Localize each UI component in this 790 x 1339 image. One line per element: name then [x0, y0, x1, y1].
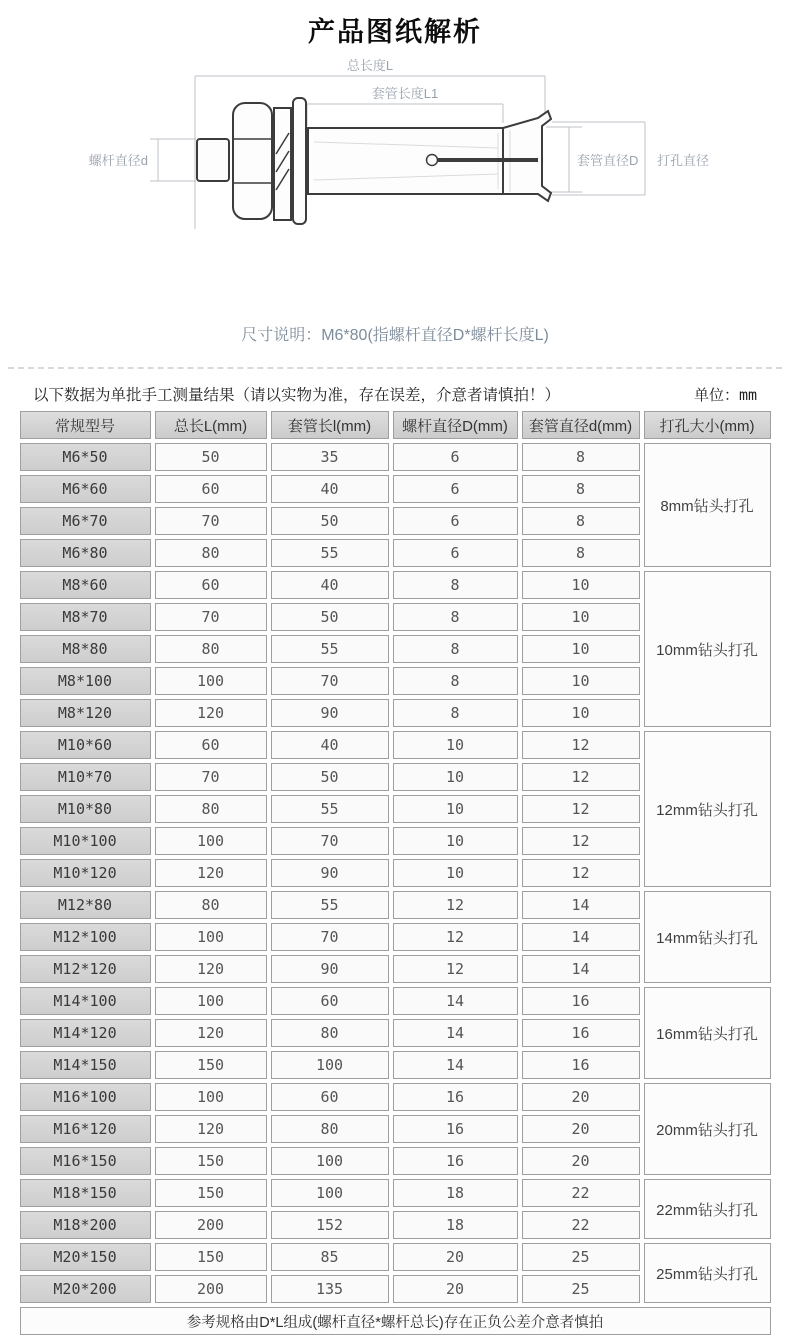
drill-size-cell: 22mm钻头打孔: [644, 1179, 771, 1239]
value-cell: 6: [393, 475, 518, 503]
value-cell: 80: [271, 1115, 389, 1143]
table-row: [20, 987, 771, 1015]
value-cell: 12: [522, 795, 640, 823]
value-cell: 10: [522, 571, 640, 599]
page-title: 产品图纸解析: [308, 17, 482, 47]
value-cell: 12: [393, 955, 518, 983]
value-cell: 10: [393, 827, 518, 855]
value-cell: 80: [155, 795, 267, 823]
value-cell: 14: [522, 923, 640, 951]
model-cell: M10*80: [20, 795, 151, 823]
column-header: 螺杆直径D(mm): [393, 411, 518, 439]
model-cell: M14*120: [20, 1019, 151, 1047]
model-cell: M6*80: [20, 539, 151, 567]
model-cell: M6*60: [20, 475, 151, 503]
value-cell: 100: [155, 827, 267, 855]
value-cell: 12: [522, 827, 640, 855]
model-cell: M8*120: [20, 699, 151, 727]
value-cell: 16: [522, 1019, 640, 1047]
model-cell: M8*100: [20, 667, 151, 695]
value-cell: 16: [393, 1083, 518, 1111]
dashed-divider: [8, 367, 782, 369]
table-row: [20, 571, 771, 599]
value-cell: 12: [393, 923, 518, 951]
value-cell: 85: [271, 1243, 389, 1271]
product-diagram: [0, 51, 790, 316]
model-cell: M6*50: [20, 443, 151, 471]
value-cell: 100: [271, 1147, 389, 1175]
value-cell: 60: [155, 571, 267, 599]
dimension-caption: 尺寸说明：M6*80(指螺杆直径D*螺杆长度L): [241, 327, 549, 344]
value-cell: 10: [393, 795, 518, 823]
value-cell: 120: [155, 955, 267, 983]
value-cell: 12: [522, 763, 640, 791]
sleeve-diameter-label: 套管直径D: [577, 153, 639, 168]
model-cell: M10*120: [20, 859, 151, 887]
value-cell: 20: [393, 1243, 518, 1271]
value-cell: 90: [271, 955, 389, 983]
value-cell: 152: [271, 1211, 389, 1239]
sleeve-length-label: 套管长度L1: [371, 86, 439, 101]
model-cell: M12*120: [20, 955, 151, 983]
model-cell: M8*60: [20, 571, 151, 599]
value-cell: 150: [155, 1243, 267, 1271]
value-cell: 12: [522, 859, 640, 887]
value-cell: 200: [155, 1275, 267, 1303]
value-cell: 8: [393, 667, 518, 695]
model-cell: M14*150: [20, 1051, 151, 1079]
value-cell: 8: [522, 539, 640, 567]
value-cell: 22: [522, 1179, 640, 1207]
header-row: [20, 411, 771, 439]
value-cell: 25: [522, 1243, 640, 1271]
value-cell: 16: [522, 987, 640, 1015]
table-row: [20, 891, 771, 919]
drill-size-cell: 8mm钻头打孔: [644, 443, 771, 567]
model-cell: M16*150: [20, 1147, 151, 1175]
value-cell: 55: [271, 891, 389, 919]
value-cell: 8: [522, 507, 640, 535]
spec-table-body: [20, 443, 771, 1303]
thread-stub: [197, 139, 229, 181]
model-cell: M18*150: [20, 1179, 151, 1207]
value-cell: 14: [522, 891, 640, 919]
column-header: 套管长l(mm): [271, 411, 389, 439]
model-cell: M20*150: [20, 1243, 151, 1271]
value-cell: 10: [522, 699, 640, 727]
value-cell: 14: [522, 955, 640, 983]
value-cell: 12: [393, 891, 518, 919]
value-cell: 90: [271, 859, 389, 887]
value-cell: 120: [155, 1019, 267, 1047]
value-cell: 60: [155, 475, 267, 503]
value-cell: 16: [393, 1115, 518, 1143]
model-cell: M8*80: [20, 635, 151, 663]
value-cell: 60: [271, 1083, 389, 1111]
value-cell: 40: [271, 731, 389, 759]
value-cell: 70: [155, 603, 267, 631]
anchor-bolt-drawing: [0, 51, 790, 316]
value-cell: 25: [522, 1275, 640, 1303]
value-cell: 70: [271, 923, 389, 951]
value-cell: 20: [522, 1147, 640, 1175]
column-header: 打孔大小(mm): [644, 411, 771, 439]
value-cell: 80: [155, 635, 267, 663]
value-cell: 6: [393, 507, 518, 535]
value-cell: 70: [155, 507, 267, 535]
drill-size-cell: 20mm钻头打孔: [644, 1083, 771, 1175]
value-cell: 10: [393, 859, 518, 887]
value-cell: 8: [393, 635, 518, 663]
value-cell: 35: [271, 443, 389, 471]
value-cell: 10: [393, 731, 518, 759]
value-cell: 150: [155, 1179, 267, 1207]
value-cell: 50: [155, 443, 267, 471]
model-cell: M16*100: [20, 1083, 151, 1111]
value-cell: 8: [393, 571, 518, 599]
value-cell: 50: [271, 603, 389, 631]
value-cell: 14: [393, 987, 518, 1015]
drill-size-cell: 12mm钻头打孔: [644, 731, 771, 887]
spec-table: [16, 407, 775, 1339]
value-cell: 8: [522, 475, 640, 503]
value-cell: 6: [393, 539, 518, 567]
drill-size-cell: 25mm钻头打孔: [644, 1243, 771, 1303]
value-cell: 40: [271, 571, 389, 599]
drill-size-cell: 16mm钻头打孔: [644, 987, 771, 1079]
value-cell: 14: [393, 1051, 518, 1079]
value-cell: 18: [393, 1179, 518, 1207]
model-cell: M10*70: [20, 763, 151, 791]
column-header: 总长L(mm): [155, 411, 267, 439]
value-cell: 10: [522, 667, 640, 695]
drill-size-cell: 10mm钻头打孔: [644, 571, 771, 727]
unit-label: 单位：mm: [693, 386, 757, 404]
value-cell: 55: [271, 795, 389, 823]
drill-size-cell: 14mm钻头打孔: [644, 891, 771, 983]
total-length-label: 总长度L: [346, 58, 394, 73]
footer-row: [20, 1307, 771, 1335]
value-cell: 120: [155, 699, 267, 727]
value-cell: 90: [271, 699, 389, 727]
flat-washer: [293, 98, 306, 224]
value-cell: 100: [155, 1083, 267, 1111]
value-cell: 150: [155, 1147, 267, 1175]
table-row: [20, 1243, 771, 1271]
value-cell: 100: [155, 667, 267, 695]
value-cell: 120: [155, 859, 267, 887]
column-header: 常规型号: [20, 411, 151, 439]
value-cell: 70: [155, 763, 267, 791]
table-row: [20, 443, 771, 471]
screw-diameter-label: 螺杆直径d: [88, 153, 148, 168]
measurement-note: 以下数据为单批手工测量结果（请以实物为准，存在误差，介意者请慎拍！）: [33, 387, 561, 404]
model-cell: M12*80: [20, 891, 151, 919]
value-cell: 100: [271, 1179, 389, 1207]
value-cell: 18: [393, 1211, 518, 1239]
drill-diameter-label: 打孔直径: [657, 153, 710, 168]
value-cell: 40: [271, 475, 389, 503]
value-cell: 120: [155, 1115, 267, 1143]
hex-nut: [233, 103, 272, 219]
value-cell: 10: [522, 603, 640, 631]
value-cell: 80: [155, 539, 267, 567]
value-cell: 14: [393, 1019, 518, 1047]
value-cell: 50: [271, 507, 389, 535]
spec-table-head: [20, 411, 771, 439]
value-cell: 100: [155, 923, 267, 951]
model-cell: M10*100: [20, 827, 151, 855]
tolerance-note: 参考规格由D*L组成(螺杆直径*螺杆总长)存在正负公差介意者慎拍: [20, 1307, 771, 1335]
value-cell: 8: [522, 443, 640, 471]
value-cell: 50: [271, 763, 389, 791]
table-row: [20, 1179, 771, 1207]
value-cell: 60: [271, 987, 389, 1015]
value-cell: 22: [522, 1211, 640, 1239]
value-cell: 12: [522, 731, 640, 759]
value-cell: 6: [393, 443, 518, 471]
table-row: [20, 1083, 771, 1111]
value-cell: 150: [155, 1051, 267, 1079]
model-cell: M16*120: [20, 1115, 151, 1143]
bolt-outline: [197, 98, 551, 224]
value-cell: 135: [271, 1275, 389, 1303]
value-cell: 80: [271, 1019, 389, 1047]
value-cell: 16: [522, 1051, 640, 1079]
value-cell: 200: [155, 1211, 267, 1239]
value-cell: 8: [393, 699, 518, 727]
value-cell: 10: [393, 763, 518, 791]
value-cell: 70: [271, 667, 389, 695]
value-cell: 10: [522, 635, 640, 663]
value-cell: 70: [271, 827, 389, 855]
table-row: [20, 731, 771, 759]
value-cell: 55: [271, 539, 389, 567]
model-cell: M10*60: [20, 731, 151, 759]
value-cell: 100: [271, 1051, 389, 1079]
column-header: 套管直径d(mm): [522, 411, 640, 439]
value-cell: 55: [271, 635, 389, 663]
value-cell: 60: [155, 731, 267, 759]
value-cell: 20: [393, 1275, 518, 1303]
table-note-row: [33, 383, 757, 405]
model-cell: M8*70: [20, 603, 151, 631]
model-cell: M6*70: [20, 507, 151, 535]
model-cell: M12*100: [20, 923, 151, 951]
value-cell: 100: [155, 987, 267, 1015]
spring-washer: [274, 108, 291, 220]
model-cell: M14*100: [20, 987, 151, 1015]
model-cell: M18*200: [20, 1211, 151, 1239]
value-cell: 8: [393, 603, 518, 631]
value-cell: 80: [155, 891, 267, 919]
value-cell: 20: [522, 1115, 640, 1143]
value-cell: 16: [393, 1147, 518, 1175]
spec-table-foot: [20, 1307, 771, 1335]
value-cell: 20: [522, 1083, 640, 1111]
model-cell: M20*200: [20, 1275, 151, 1303]
